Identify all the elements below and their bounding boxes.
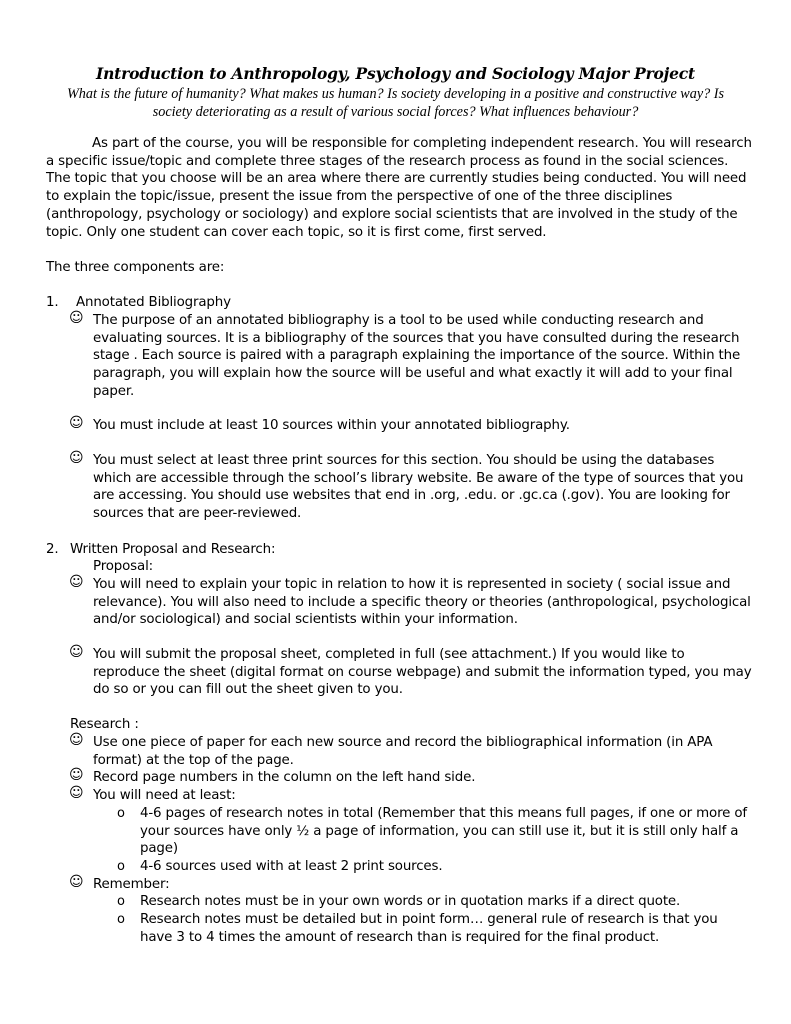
section-1-number: 1.	[46, 295, 59, 310]
section-2-heading: Written Proposal and Research:	[70, 542, 276, 557]
research-emphasis: 4-6 pages	[140, 806, 206, 821]
section-2-number: 2.	[46, 542, 59, 557]
section-1-bullet-1: The purpose of an annotated bibliography is a tool to be used while conducting research and evaluating sources. It is a bibliography of the sources that you have consulted during the research stage . Each source is paired with a paragraph explaining the importance of the source. Within the paragraph, you will explain how the source will be useful and what exactly it will add to your final paper.	[93, 313, 741, 399]
proposal-bullet-2: You will submit the proposal sheet, completed in full (see attachment.) If you would like to reproduce the sheet (digital format on course webpage) and submit the information typed, you may do so or you can fill out the sheet given to you.	[93, 647, 752, 698]
circle-bullet-icon: o	[117, 859, 125, 874]
bullet-2-pre: You must include	[93, 418, 209, 433]
proposal-text: within your information.	[356, 612, 518, 628]
proposal-heading: Proposal:	[93, 559, 153, 574]
proposal-bullet-1	[93, 576, 753, 629]
research-text: used with at least 2 print sources.	[215, 859, 443, 874]
research-bullet-2: Record page numbers in the column on the left hand side.	[93, 770, 476, 785]
section-1-bullet-2	[93, 417, 753, 435]
proposal-text: You will need to explain your topic in relation to how it is represented in society	[93, 577, 618, 592]
smiley-bullet-icon: ☺	[69, 415, 84, 431]
subtitle-line-1: What is the future of humanity? What makes us human? Is society developing in a positive and constructive way? Is	[66, 86, 725, 102]
smiley-bullet-icon: ☺	[69, 767, 84, 783]
research-text: of research notes in total (Remember that this means full pages, if one or more of your sources have only ½ a page of information, you can still use it, but it is still only half a page)	[140, 806, 747, 857]
remember-sub-bullet-2: Research notes must be detailed but in point form… general rule of research is that you have 3 to 4 times the amount of research than is required for the final product.	[140, 912, 718, 945]
research-emphasis: 4-6 sources	[140, 859, 216, 874]
research-sub-bullet-2	[140, 858, 752, 876]
smiley-bullet-icon: ☺	[69, 574, 84, 590]
section-1-bullet-3: You must select at least three print sources for this section. You should be using the databases which are accessible through the school’s library website. Be aware of the type of sources that you are accessing. You should use websites that end in .org, .edu. or .gc.ca (.gov). You are looking for sources that are peer-reviewed.	[93, 453, 744, 522]
components-heading: The three components are:	[46, 260, 225, 275]
research-sub-bullet-1	[140, 805, 752, 858]
intro-paragraph	[46, 135, 752, 241]
smiley-bullet-icon: ☺	[69, 732, 84, 748]
research-bullet-4: Remember:	[93, 877, 170, 892]
remember-sub-bullet-1: Research notes must be in your own words or in quotation marks if a direct quote.	[140, 894, 681, 909]
smiley-bullet-icon: ☺	[69, 874, 84, 890]
proposal-emphasis: specific theory or theories	[371, 594, 543, 610]
research-bullet-3	[93, 787, 753, 805]
circle-bullet-icon: o	[117, 894, 125, 909]
proposal-emphasis: ( social issue and relevance).	[93, 577, 731, 610]
research-bullet-1: Use one piece of paper for each new source and record the bibliographical information (in APA format) at the top of the page.	[93, 735, 713, 768]
research-heading: Research :	[70, 717, 139, 732]
research-text: You will need	[93, 788, 183, 803]
page-subtitle	[40, 86, 751, 121]
section-1-heading: Annotated Bibliography	[76, 295, 231, 310]
circle-bullet-icon: o	[117, 806, 125, 821]
smiley-bullet-icon: ☺	[69, 644, 84, 660]
proposal-text: You will also need to include a	[166, 594, 372, 610]
intro-text: As part of the course, you will be responsible for completing independent research. You will research a specific issue/topic and complete three stages of the research process as found in the social sciences. The topic that you choose will be an area where there are currently studies being conducted. You will need to explain the topic/issue, present the issue from the perspective of one of the three disciplines (anthropology, psychology or sociology) and explore social scientists that are involved in the study of the topic. Only one student can cover each topic, so it is first come, first served.	[46, 136, 752, 240]
smiley-bullet-icon: ☺	[69, 310, 84, 326]
proposal-text: (anthropological, psychological and/or sociological) and	[93, 594, 751, 628]
smiley-bullet-icon: ☺	[69, 450, 84, 466]
research-emphasis: at least:	[182, 788, 236, 803]
proposal-emphasis: social scientists	[253, 612, 357, 628]
subtitle-line-2: society deteriorating as a result of various social forces? What influences behaviour?	[152, 103, 639, 120]
page-title: Introduction to Anthropology, Psychology and Sociology Major Project	[96, 64, 695, 83]
bullet-2-post: 10 sources within your annotated bibliography.	[257, 418, 570, 433]
bullet-2-emphasis: at least	[208, 418, 258, 433]
circle-bullet-icon: o	[117, 912, 125, 927]
smiley-bullet-icon: ☺	[69, 785, 84, 801]
